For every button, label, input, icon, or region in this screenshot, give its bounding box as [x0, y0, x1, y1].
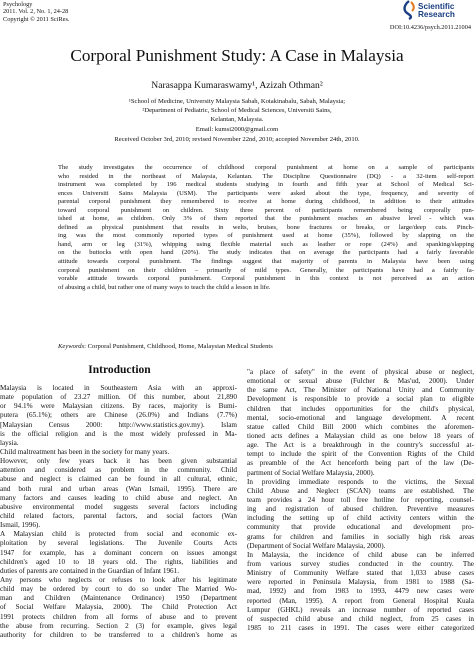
logo-text-research: Research: [418, 10, 455, 19]
body-text-line: from various survey studies conducted in the country. The: [247, 559, 474, 568]
body-text-line: 1947 for example, has a dominant concern on issues amongst: [0, 548, 237, 557]
body-text-line: emotional or sexual abuse (Fulcher & Mas'ud, 2000). Under: [247, 377, 474, 386]
abstract-line: corporal punishment on their children – primarily of mild types. Generally, the participants have had a fairly fa-: [58, 266, 474, 274]
body-text-line: community that provide educational and development pro-: [247, 523, 474, 532]
body-text-line: many factors and causes leading to child abuse and neglect. An: [0, 493, 237, 502]
body-text-line: Ministry of Community Welfare stated that 1,033 abuse cases: [247, 569, 474, 578]
abstract-line: ished at home, as children. Only 3% of them reported that the punishment reaches an abusive level - which was: [58, 215, 474, 223]
body-text-line: "a place of safety" in the event of physical abuse or neglect,: [247, 368, 474, 376]
body-text-line: man and Children (Maintenance Ordinance) 1950 (Department: [0, 594, 237, 603]
body-text-line: and both rural and urban areas (Wan Ismail, 1995). There are: [0, 484, 237, 493]
abstract-line: on the buttocks with open hand (20%). The study indicates that on average the participants had a fairly favorable: [58, 249, 474, 257]
body-text-line: grams for children and families in socially high risk areas: [247, 532, 474, 541]
body-text-line: Lumpur (GHKL) reveals an increase number of reported cases: [247, 605, 474, 614]
body-text-line: tioned acts defines a Malaysian child as one below 18 years of: [247, 431, 474, 440]
body-text-line: attention and considered as problem in the community. Child: [0, 466, 237, 475]
body-text-line: [Malaysian Census 2000: http://www.statistics.gov.my). Islam: [0, 420, 237, 429]
body-text-line: In providing immediate responds to the victims, the Sexual: [247, 477, 474, 486]
body-text-line: mental, socio-emotional and language development. A recent: [247, 413, 474, 422]
author-list: Narasappa Kumaraswamy¹, Azizah Othman²: [151, 80, 323, 91]
body-text-line: ing and registration of abused children. Preventive measures: [247, 505, 474, 514]
body-text-line: child may be ordered by court to do so under The Married Wo-: [0, 585, 237, 594]
body-text-line: age. The Act is a breakthrough in the country's successful at-: [247, 441, 474, 450]
body-text-line: putera (65.1%); others are Chinese (26.0%) and Indians (7.7%): [0, 411, 237, 420]
left-column-body: [0, 384, 237, 640]
body-text-line: Child Abuse and Neglect (SCAN) teams are established. The: [247, 486, 474, 495]
publisher-logo[interactable]: [401, 0, 471, 22]
affiliation-2: ²Department of Pediatric, School of Medical Sciences, Universiti Sains,: [142, 107, 332, 114]
section-heading-introduction: Introduction: [88, 364, 151, 376]
author-email[interactable]: Email: kumsi2000@gmail.com: [195, 126, 279, 133]
body-text-line: children that includes opportunities for the child's physical,: [247, 404, 474, 413]
abstract-line: toward corporal punishment on children. Sixty three percent of participants remembered being corporally pun-: [58, 206, 474, 214]
body-text-line: Child maltreatment has been in the society for many years.: [0, 447, 170, 456]
publisher-logo-icon: [401, 0, 417, 20]
body-text-line: were reported in Peninsula Malaysia, from 1981 to 1988 (Sa-: [247, 578, 474, 587]
body-text-line: tempt to include the spirit of the Convention Rights of the Child: [247, 450, 474, 459]
body-text-line: partment of Social Welfare Malaysia, 2000).: [247, 468, 375, 477]
body-text-line: of Social Welfare Malaysia, 2000). The Child Protection Act: [0, 603, 237, 612]
journal-name: Psychology: [3, 1, 33, 8]
body-text-line: 1991 protects children from all forms of abuse and to prevent: [0, 612, 237, 621]
body-text-line: authority for children to be transferred to a children's home as: [0, 630, 237, 639]
keywords-label: Keywords: [58, 343, 85, 350]
body-text-line: mad, 1992) and from 1983 to 1993, 4479 new cases were: [247, 587, 474, 596]
body-text-line: laysia.: [0, 438, 19, 447]
body-text-line: 1985 to 211 cases in 1991. The cases were either categorized: [247, 623, 474, 632]
received-dates: Received October 3rd, 2010; revised November 22nd, 2010; accepted November 24th, 2010.: [114, 136, 360, 143]
body-text-line: In Malaysia, the incidence of child abuse can be inferred: [247, 550, 474, 559]
body-text-line: as preamble of the Act henceforth being part of the law (De-: [247, 459, 474, 468]
journal-copyright: Copyright © 2011 SciRes.: [3, 15, 70, 23]
body-text-line: ploitation by several legislations. The Juvenile Courts Acts: [0, 539, 237, 548]
journal-info: [3, 1, 69, 23]
keywords-text: : Corporal Punishment, Childhood, Home, Malaysian Medical Students: [84, 343, 273, 350]
abstract-line: attitude towards corporal punishment. The findings suggest that majority of parents in Malaysia have been using: [58, 258, 474, 266]
abstract-line: defined as physical punishment that results in welts, bruises, bone fractures or breaks, or large/deep cuts. Pinch-: [58, 223, 474, 231]
abstract-line: of abusing a child, but rather one of many ways to teach the child a lesson in life.: [58, 283, 271, 291]
body-text-line: abusive environmental model suggests several factors including: [0, 502, 237, 511]
body-text-line: Ismail, 1996).: [0, 521, 41, 530]
abstract-line: who resided in the northeast of Malaysia, Kelantan. The Discipline Questionnaire (DQ) - a 32-item self-report: [58, 172, 474, 180]
article-title: Corporal Punishment Study: A Case in Malaysia: [70, 46, 404, 65]
body-text-line: A Malaysian child is protected from social and economic ex-: [0, 530, 237, 539]
body-text-line: mate population of 23.27 million. Of this number, about 21,890: [0, 393, 237, 402]
abstract-line: ing was the most commonly reported types of punishment used at home (35%), followed by slapping on the: [58, 232, 474, 240]
right-column-body: [247, 368, 474, 633]
body-text-line: team provides a 24 hour toll free hotline for reporting, counsel-: [247, 495, 474, 504]
body-text-line: is the official religion and is the most widely professed in Ma-: [0, 429, 237, 438]
abstract-line: hand, arm or leg (31%), whipping using flexible material such as leather or rope (24%) and spanking/slapping: [58, 240, 474, 248]
body-text-line: of suspected child abuse and child neglect, from 25 cases in: [247, 614, 474, 623]
logo-text-scientific: Scientific: [418, 2, 455, 11]
abstract-line: vorable attitude towards corporal punishment. Corporal punishment in this context is not perceived as an action: [58, 275, 474, 283]
body-text-line: However, only few years back it has been given substantial: [0, 457, 237, 466]
abstract-line: The study investigates the occurrence of childhood corporal punishment at home on a sample of participants: [58, 164, 474, 171]
abstract: [58, 164, 474, 292]
affiliation-1: ¹School of Medicine, University Malaysia Sabah, Kotakinabalu, Sabah, Malaysia;: [128, 98, 346, 105]
body-text-line: Malaysia is located in Southeastern Asia with an approxi-: [0, 384, 237, 392]
body-text-line: or 94.1% were Malaysian citizens. By races, majority is Bumi-: [0, 402, 237, 411]
body-text-line: (Department of Social Welfare Malaysia, 2000).: [247, 541, 386, 550]
journal-volume: 2011. Vol. 2, No. 1, 24-28: [3, 8, 69, 16]
body-text-line: child related factors, parental factors, and social factors (Wan: [0, 511, 237, 520]
keywords: [58, 343, 273, 350]
body-text-line: abuse and neglect is claimed can be found in all cultural, ethnic,: [0, 475, 237, 484]
doi-link[interactable]: DOI:10.4236/psych.2011.21004: [389, 24, 471, 31]
body-text-line: Development is responsible to provide a social plan to eligible: [247, 395, 474, 404]
body-text-line: duties of parents are contained in the Guardian of Infant 1961.: [0, 566, 180, 575]
body-text-line: the same Act, The Minister of National Unity and Community: [247, 386, 474, 395]
abstract-line: parental corporal punishment they remembered to receive at home during childhood, in addition to their attitudes: [58, 198, 474, 206]
body-text-line: including the setting up of child activity centers within the: [247, 514, 474, 523]
body-text-line: Any persons who neglects or refuses to look after his legitimate: [0, 575, 237, 584]
body-text-line: reported (Man, 1995). A report from General Hospital Kuala: [247, 596, 474, 605]
body-text-line: statue called Child Bill 2000 which combines the aforemen-: [247, 422, 474, 431]
body-text-line: the abuse from recurring. Section 2 (3) for example, gives legal: [0, 621, 237, 630]
abstract-line: instrument was completed by 196 medical students studying in fourth and fifth year at School of Medical Sci-: [58, 181, 474, 189]
affiliation-2-location: Kelantan, Malaysia.: [210, 116, 264, 123]
abstract-line: ences Universiti Sains Malaysia (USM). The participants were asked about the type, frequency, and severity of: [58, 189, 474, 197]
body-text-line: children's aged 10 to 18 years old. The rights, liabilities and: [0, 557, 237, 566]
